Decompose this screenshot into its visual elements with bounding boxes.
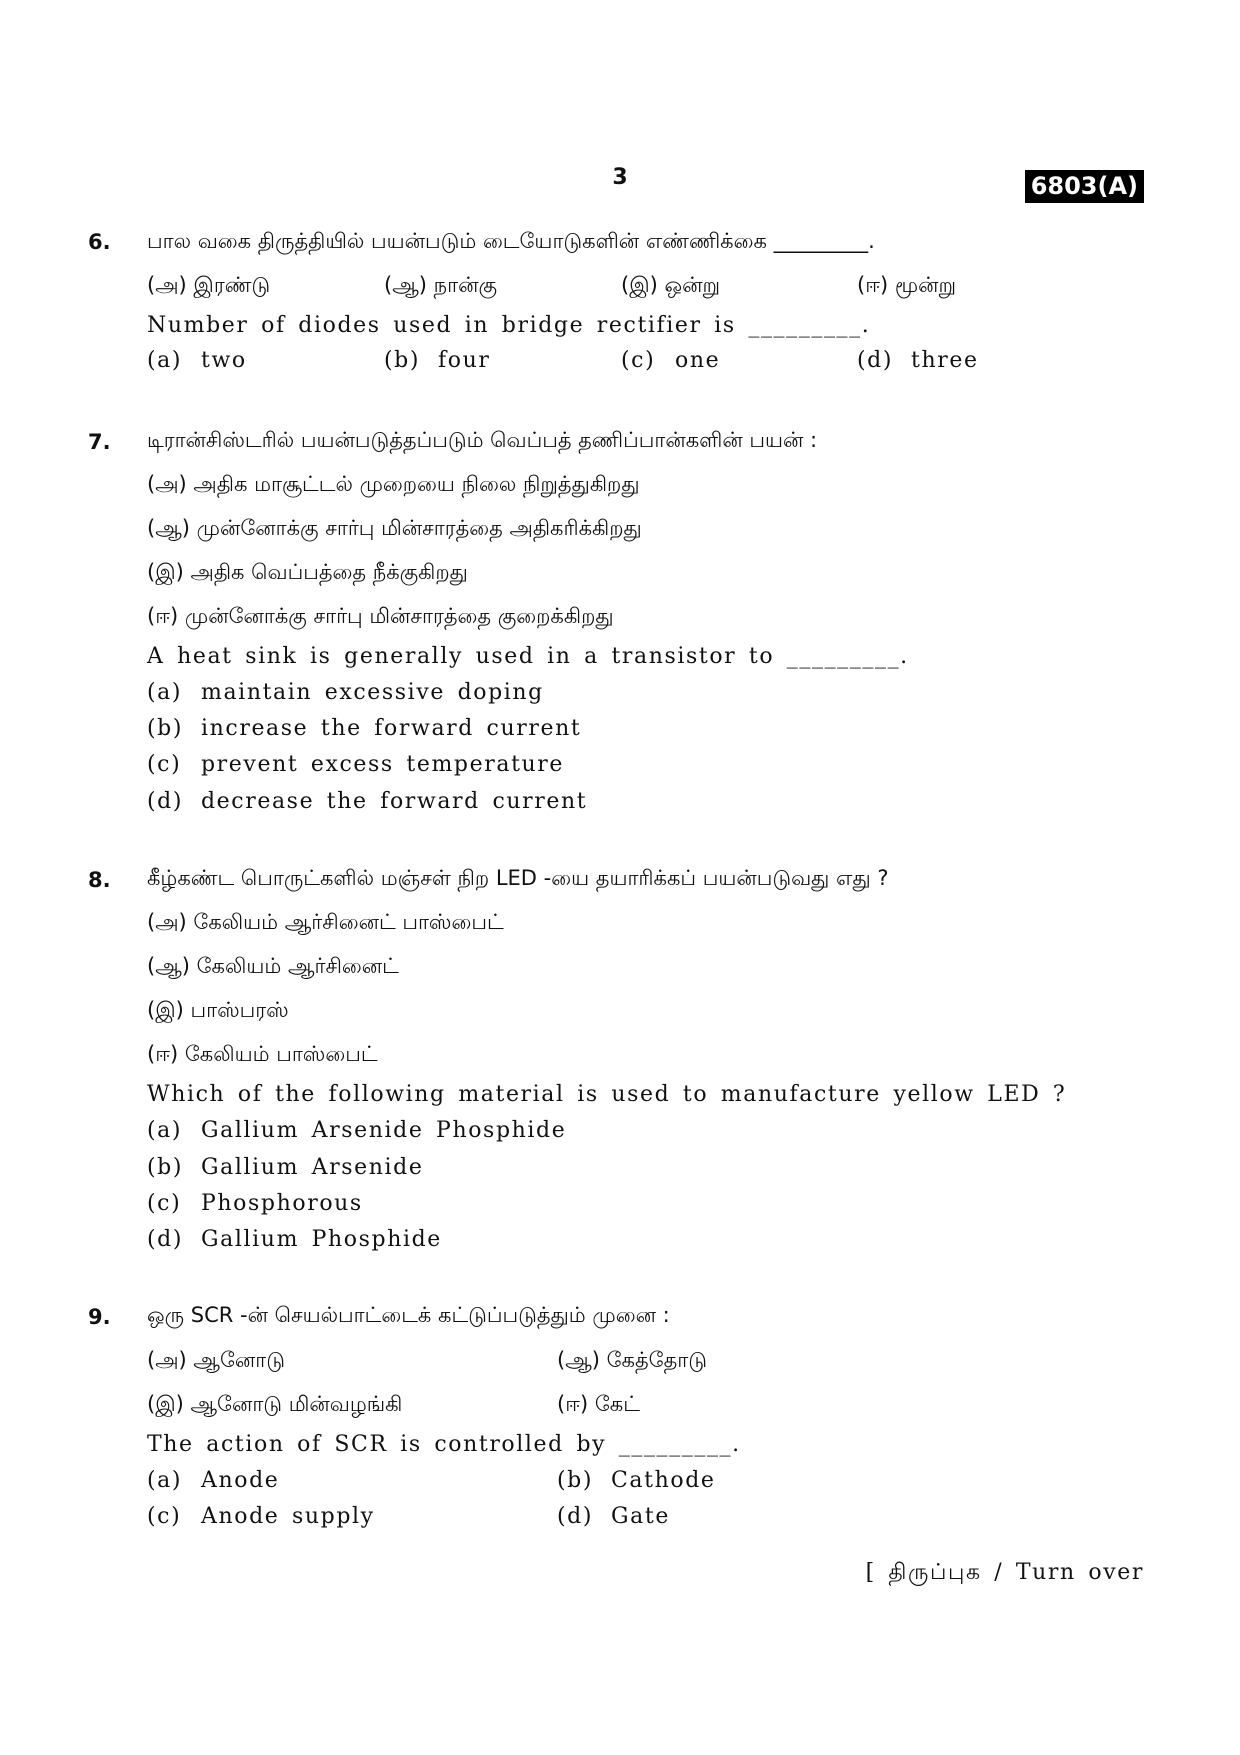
question-text-tamil: பால வகை திருத்தியில் பயன்படும் டையோடுகளின் எண்ணிக்கை _________. xyxy=(147,229,875,253)
tamil-option: (அ) ஆனோடு xyxy=(147,1348,285,1372)
tamil-option: (இ) ஒன்று xyxy=(621,273,721,297)
tamil-option: (இ) ஆனோடு மின்வழங்கி xyxy=(147,1392,403,1416)
tamil-option: (இ) பாஸ்பரஸ் xyxy=(147,998,289,1022)
tamil-option: (அ) இரண்டு xyxy=(147,273,271,297)
english-option: (b) Gallium Arsenide xyxy=(147,1155,424,1180)
english-option: (d) Gallium Phosphide xyxy=(147,1227,442,1252)
english-option: (a) Anode xyxy=(147,1468,280,1493)
english-option: (b) Cathode xyxy=(557,1468,716,1493)
tamil-option: (இ) அதிக வெப்பத்தை நீக்குகிறது xyxy=(147,560,468,584)
tamil-option: (ஈ) மூன்று xyxy=(857,273,957,297)
english-option: (c) Phosphorous xyxy=(147,1191,363,1216)
question-text-tamil: ஒரு SCR -ன் செயல்பாட்டைக் கட்டுப்படுத்தும் முனை : xyxy=(147,1303,670,1327)
english-option: (a) maintain excessive doping xyxy=(147,680,544,705)
question-number: 9. xyxy=(88,1305,111,1329)
english-option: (b) increase the forward current xyxy=(147,716,582,741)
english-option: (b) four xyxy=(384,348,491,373)
english-option: (d) Gate xyxy=(557,1504,670,1529)
question-number: 6. xyxy=(88,230,111,254)
question-text-english: The action of SCR is controlled by _________. xyxy=(147,1432,741,1457)
english-option: (d) decrease the forward current xyxy=(147,789,588,814)
question-text-tamil: டிரான்சிஸ்டரில் பயன்படுத்தப்படும் வெப்பத் தணிப்பான்களின் பயன் : xyxy=(147,428,818,452)
tamil-option: (ஈ) கேட் xyxy=(557,1392,640,1416)
question-number: 8. xyxy=(88,868,111,892)
question-text-english: A heat sink is generally used in a transistor to _________. xyxy=(147,644,909,669)
english-option: (c) one xyxy=(621,348,721,373)
question-text-tamil: கீழ்கண்ட பொருட்களில் மஞ்சள் நிற LED -யை தயாரிக்கப் பயன்படுவது எது ? xyxy=(147,866,889,890)
page-number: 3 xyxy=(612,165,628,190)
tamil-option: (ஆ) கேலியம் ஆர்சினைட் xyxy=(147,954,399,978)
tamil-option: (ஆ) முன்னோக்கு சார்பு மின்சாரத்தை அதிகரிக்கிறது xyxy=(147,516,642,540)
question-number: 7. xyxy=(88,430,111,454)
tamil-option: (அ) அதிக மாசூட்டல் முறையை நிலை நிறுத்துகிறது xyxy=(147,472,640,496)
tamil-option: (ஈ) கேலியம் பாஸ்பைட் xyxy=(147,1042,378,1066)
tamil-option: (ஈ) முன்னோக்கு சார்பு மின்சாரத்தை குறைக்கிறது xyxy=(147,604,614,628)
english-option: (d) three xyxy=(857,348,979,373)
english-option: (a) two xyxy=(147,348,247,373)
english-option: (a) Gallium Arsenide Phosphide xyxy=(147,1118,567,1143)
english-option: (c) Anode supply xyxy=(147,1504,375,1529)
turn-over-note: [ திருப்புக / Turn over xyxy=(865,1560,1144,1585)
english-option: (c) prevent excess temperature xyxy=(147,752,565,777)
question-text-english: Which of the following material is used to manufacture yellow LED ? xyxy=(147,1082,1067,1107)
question-text-english: Number of diodes used in bridge rectifier is _________. xyxy=(147,313,871,338)
tamil-option: (ஆ) கேத்தோடு xyxy=(557,1348,707,1372)
tamil-option: (ஆ) நான்கு xyxy=(384,273,497,297)
tamil-option: (அ) கேலியம் ஆர்சினைட் பாஸ்பைட் xyxy=(147,910,504,934)
paper-code-badge: 6803(A) xyxy=(1025,170,1144,203)
